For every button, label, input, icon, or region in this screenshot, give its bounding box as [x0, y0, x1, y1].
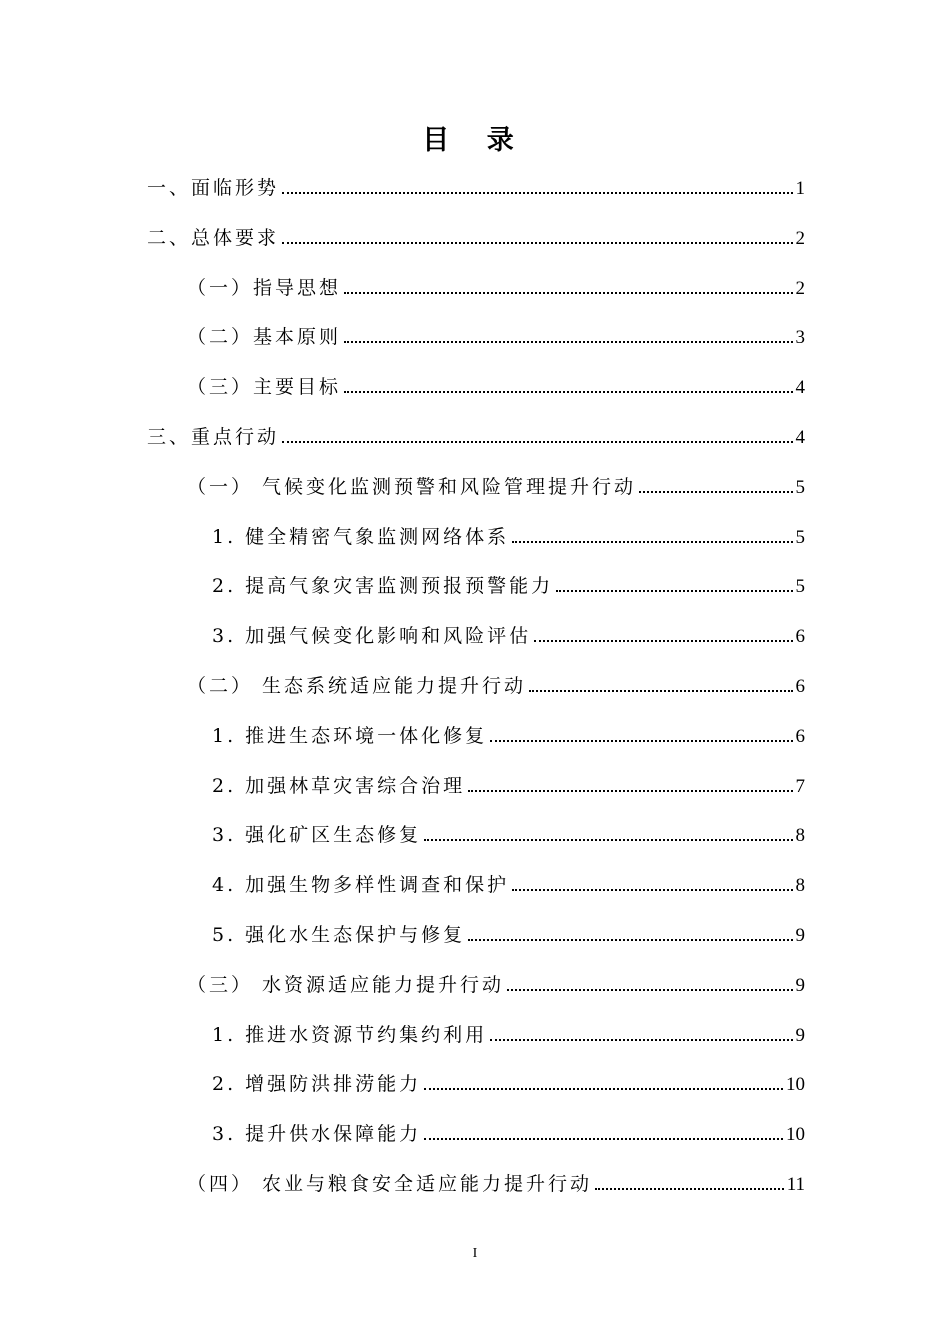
toc-entry-page-number: 9: [795, 1024, 805, 1046]
toc-dot-leader: [282, 242, 792, 244]
toc-entry[interactable]: [187, 668, 805, 698]
toc-entry-label: （二） 生态系统适应能力提升行动: [187, 675, 527, 697]
toc-entry-label: 3. 提升供水保障能力: [212, 1123, 422, 1146]
toc-entry-label: 三、重点行动: [147, 426, 280, 448]
toc-entry[interactable]: [147, 419, 805, 449]
toc-entry-label: 一、面临形势: [147, 177, 280, 199]
toc-entry-page-number: 3: [795, 327, 805, 349]
toc-entry-page-number: 2: [795, 227, 805, 249]
toc-entry[interactable]: [187, 270, 805, 300]
toc-dot-leader: [512, 541, 792, 543]
toc-entry-label: （三） 水资源适应能力提升行动: [187, 973, 505, 996]
toc-entry-label: 4. 加强生物多样性调查和保护: [212, 874, 510, 897]
toc-dot-leader: [556, 590, 792, 592]
toc-entry-page-number: 4: [795, 377, 805, 399]
toc-dot-leader: [639, 491, 792, 493]
toc-entry-label: （一）指导思想: [187, 276, 342, 299]
toc-dot-leader: [490, 1039, 792, 1041]
toc-entry[interactable]: [212, 917, 805, 947]
toc-dot-leader: [344, 391, 792, 393]
toc-entry[interactable]: [212, 768, 805, 798]
toc-entry-page-number: 9: [795, 974, 805, 996]
toc-entry-page-number: 5: [795, 576, 805, 598]
toc-entry-page-number: 4: [795, 427, 805, 448]
toc-entry-label: （三）主要目标: [187, 376, 342, 399]
toc-dot-leader: [344, 341, 792, 343]
toc-entry[interactable]: [212, 1066, 805, 1096]
toc-entry-page-number: 10: [786, 1074, 805, 1096]
toc-dot-leader: [529, 690, 792, 692]
toc-entry-page-number: 6: [795, 676, 805, 697]
toc-dot-leader: [595, 1188, 784, 1190]
toc-entry-page-number: 8: [795, 875, 805, 897]
toc-entry[interactable]: [187, 469, 805, 499]
toc-entry[interactable]: [212, 519, 805, 549]
toc-dot-leader: [282, 192, 792, 194]
toc-entry-label: 5. 强化水生态保护与修复: [212, 924, 466, 946]
toc-dot-leader: [424, 839, 792, 841]
toc-title: 目 录: [422, 125, 528, 156]
toc-entry-label: （二）基本原则: [187, 326, 342, 349]
toc-entry[interactable]: [147, 220, 805, 250]
toc-entry[interactable]: [212, 1017, 805, 1047]
toc-entry[interactable]: [147, 170, 805, 200]
toc-entry-page-number: 6: [795, 725, 805, 747]
toc-entry[interactable]: [212, 1116, 805, 1146]
toc-entry-page-number: 5: [795, 526, 805, 548]
toc-dot-leader: [282, 441, 792, 443]
toc-entry-label: 2. 增强防洪排涝能力: [212, 1073, 422, 1096]
toc-dot-leader: [468, 790, 792, 792]
toc-entry-label: 1. 推进水资源节约集约利用: [212, 1023, 488, 1046]
toc-dot-leader: [512, 889, 792, 891]
toc-dot-leader: [424, 1138, 783, 1140]
toc-entry-label: 3. 强化矿区生态修复: [212, 824, 422, 847]
toc-dot-leader: [468, 939, 792, 941]
toc-entry-page-number: 6: [795, 626, 805, 648]
toc-entry[interactable]: [187, 319, 805, 349]
toc-dot-leader: [507, 989, 792, 991]
toc-entry[interactable]: [187, 967, 805, 997]
toc-entry-label: 1. 推进生态环境一体化修复: [212, 724, 488, 747]
toc-dot-leader: [490, 740, 792, 742]
toc-entry-page-number: 2: [795, 277, 805, 299]
toc-entry-page-number: 10: [786, 1124, 805, 1146]
page-footer-number: I: [472, 1246, 478, 1261]
toc-entry-label: 2. 加强林草灾害综合治理: [212, 774, 466, 797]
toc-entry-page-number: 9: [795, 925, 805, 946]
toc-entry[interactable]: [187, 369, 805, 399]
toc-entry-label: 二、总体要求: [147, 226, 280, 249]
toc-entry-label: 1. 健全精密气象监测网络体系: [212, 525, 510, 548]
toc-entry[interactable]: [187, 1166, 805, 1196]
toc-entry[interactable]: [212, 718, 805, 748]
toc-entry-page-number: 7: [795, 775, 805, 797]
toc-entry[interactable]: [212, 568, 805, 598]
toc-entry[interactable]: [212, 618, 805, 648]
toc-entry-label: （一） 气候变化监测预警和风险管理提升行动: [187, 475, 637, 498]
toc-dot-leader: [344, 292, 792, 294]
toc-entry-page-number: 8: [795, 825, 805, 847]
toc-dot-leader: [424, 1088, 783, 1090]
toc-entry[interactable]: [212, 867, 805, 897]
toc-entry-label: （四） 农业与粮食安全适应能力提升行动: [187, 1173, 593, 1195]
toc-entry-label: 2. 提高气象灾害监测预报预警能力: [212, 575, 554, 598]
toc-entry-page-number: 5: [795, 476, 805, 498]
toc-entry-page-number: 1: [795, 178, 805, 199]
toc-entry-label: 3. 加强气候变化影响和风险评估: [212, 625, 532, 648]
toc-dot-leader: [534, 640, 792, 642]
toc-entry-page-number: 11: [786, 1174, 805, 1195]
toc-entry[interactable]: [212, 817, 805, 847]
